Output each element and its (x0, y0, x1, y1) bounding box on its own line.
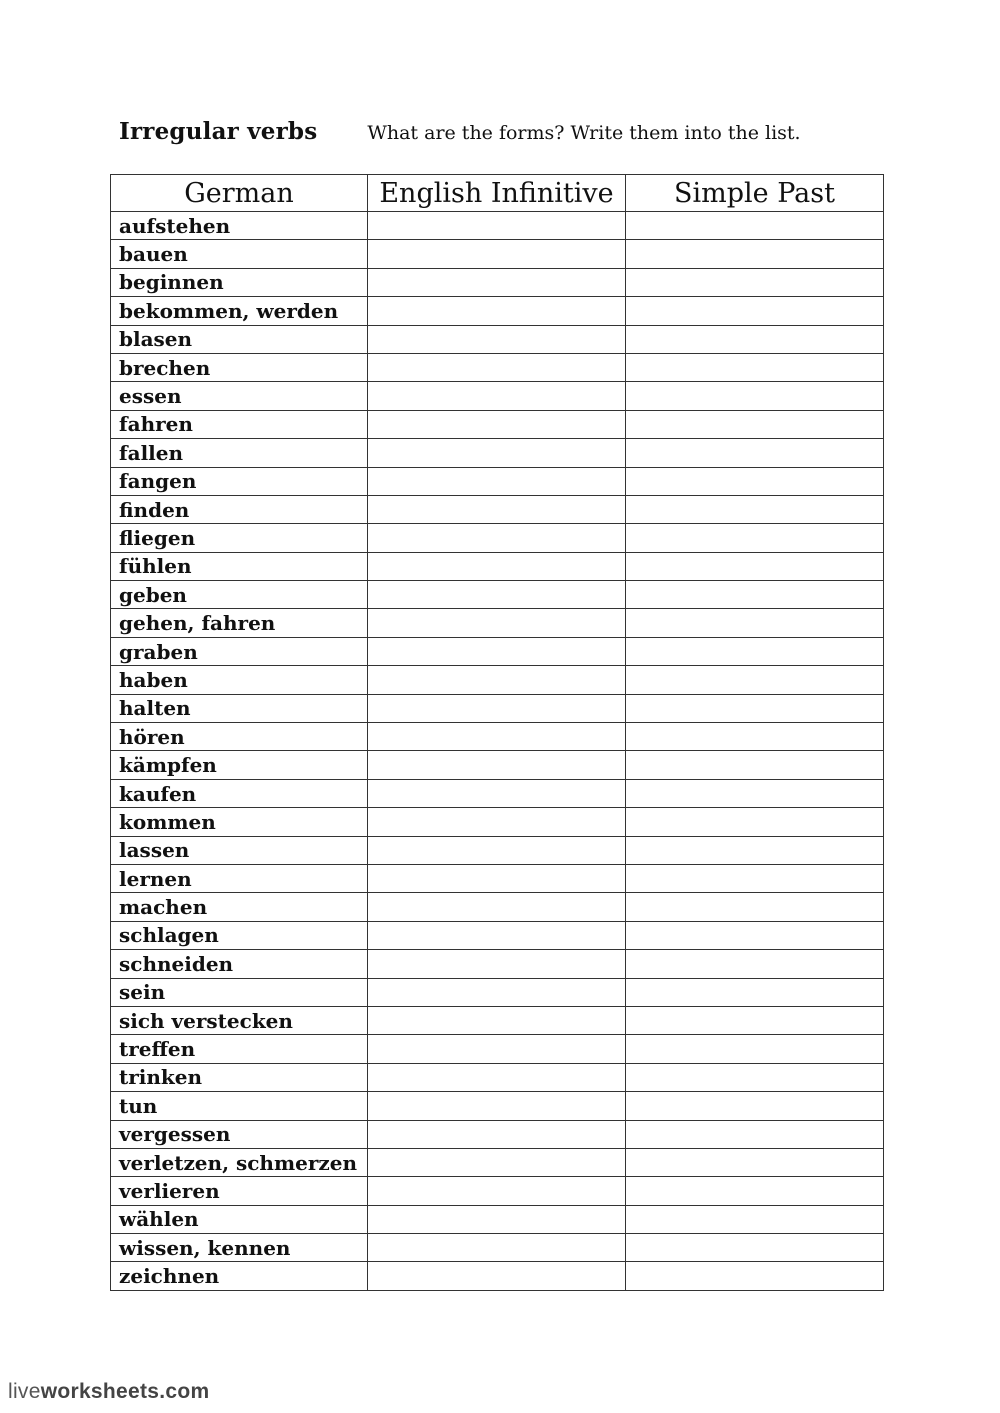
english-infinitive-input-cell[interactable] (368, 808, 626, 836)
english-infinitive-input-cell[interactable] (368, 978, 626, 1006)
german-verb-cell: schneiden (111, 950, 368, 978)
column-header-english-infinitive: English Infinitive (368, 175, 626, 212)
table-row (111, 1063, 884, 1091)
english-infinitive-input-cell[interactable] (368, 212, 626, 240)
english-infinitive-input-cell[interactable] (368, 552, 626, 580)
german-verb-cell: hören (111, 723, 368, 751)
english-infinitive-input-cell[interactable] (368, 353, 626, 381)
german-verb-cell: zeichnen (111, 1262, 368, 1290)
english-infinitive-input-cell[interactable] (368, 1148, 626, 1176)
worksheet-heading (119, 118, 801, 145)
german-verb-cell: machen (111, 893, 368, 921)
english-infinitive-input-cell[interactable] (368, 1177, 626, 1205)
simple-past-input-cell[interactable] (626, 1092, 884, 1120)
english-infinitive-input-cell[interactable] (368, 439, 626, 467)
german-verb-cell: kaufen (111, 779, 368, 807)
table-row (111, 212, 884, 240)
english-infinitive-input-cell[interactable] (368, 524, 626, 552)
simple-past-input-cell[interactable] (626, 325, 884, 353)
table-row (111, 836, 884, 864)
worksheet-instructions: What are the forms? Write them into the list. (367, 122, 801, 144)
table-row (111, 268, 884, 296)
german-verb-cell: gehen, fahren (111, 609, 368, 637)
simple-past-input-cell[interactable] (626, 694, 884, 722)
german-verb-cell: verlieren (111, 1177, 368, 1205)
english-infinitive-input-cell[interactable] (368, 836, 626, 864)
german-verb-cell: halten (111, 694, 368, 722)
english-infinitive-input-cell[interactable] (368, 723, 626, 751)
english-infinitive-input-cell[interactable] (368, 325, 626, 353)
german-verb-cell: sein (111, 978, 368, 1006)
german-verb-cell: verletzen, schmerzen (111, 1148, 368, 1176)
verbs-table-body (111, 212, 884, 1291)
simple-past-input-cell[interactable] (626, 637, 884, 665)
german-verb-cell: haben (111, 666, 368, 694)
table-row (111, 1262, 884, 1290)
english-infinitive-input-cell[interactable] (368, 240, 626, 268)
simple-past-input-cell[interactable] (626, 439, 884, 467)
worksheet-title: Irregular verbs (119, 118, 318, 145)
simple-past-input-cell[interactable] (626, 1006, 884, 1034)
simple-past-input-cell[interactable] (626, 723, 884, 751)
german-verb-cell: wählen (111, 1205, 368, 1233)
english-infinitive-input-cell[interactable] (368, 1063, 626, 1091)
german-verb-cell: trinken (111, 1063, 368, 1091)
logo-text-worksheets: worksheets.com (40, 1380, 210, 1403)
german-verb-cell: lassen (111, 836, 368, 864)
english-infinitive-input-cell[interactable] (368, 893, 626, 921)
table-header-row (111, 175, 884, 212)
simple-past-input-cell[interactable] (626, 268, 884, 296)
german-verb-cell: bekommen, werden (111, 297, 368, 325)
german-verb-cell: kommen (111, 808, 368, 836)
table-row (111, 240, 884, 268)
liveworksheets-logo (8, 1380, 209, 1404)
german-verb-cell: fahren (111, 410, 368, 438)
german-verb-cell: bauen (111, 240, 368, 268)
simple-past-input-cell[interactable] (626, 1148, 884, 1176)
table-row (111, 467, 884, 495)
simple-past-input-cell[interactable] (626, 410, 884, 438)
simple-past-input-cell[interactable] (626, 666, 884, 694)
simple-past-input-cell[interactable] (626, 978, 884, 1006)
english-infinitive-input-cell[interactable] (368, 1234, 626, 1262)
table-row (111, 921, 884, 949)
simple-past-input-cell[interactable] (626, 808, 884, 836)
german-verb-cell: brechen (111, 353, 368, 381)
simple-past-input-cell[interactable] (626, 893, 884, 921)
simple-past-input-cell[interactable] (626, 552, 884, 580)
simple-past-input-cell[interactable] (626, 353, 884, 381)
table-row (111, 1006, 884, 1034)
german-verb-cell: graben (111, 637, 368, 665)
simple-past-input-cell[interactable] (626, 467, 884, 495)
simple-past-input-cell[interactable] (626, 212, 884, 240)
simple-past-input-cell[interactable] (626, 495, 884, 523)
table-row (111, 808, 884, 836)
simple-past-input-cell[interactable] (626, 581, 884, 609)
german-verb-cell: fliegen (111, 524, 368, 552)
english-infinitive-input-cell[interactable] (368, 1006, 626, 1034)
english-infinitive-input-cell[interactable] (368, 609, 626, 637)
table-row (111, 1035, 884, 1063)
english-infinitive-input-cell[interactable] (368, 1120, 626, 1148)
english-infinitive-input-cell[interactable] (368, 864, 626, 892)
english-infinitive-input-cell[interactable] (368, 1092, 626, 1120)
english-infinitive-input-cell[interactable] (368, 1035, 626, 1063)
german-verb-cell: fühlen (111, 552, 368, 580)
table-row (111, 552, 884, 580)
table-row (111, 1148, 884, 1176)
english-infinitive-input-cell[interactable] (368, 495, 626, 523)
table-row (111, 779, 884, 807)
simple-past-input-cell[interactable] (626, 1063, 884, 1091)
table-row (111, 1120, 884, 1148)
table-row (111, 325, 884, 353)
english-infinitive-input-cell[interactable] (368, 666, 626, 694)
german-verb-cell: kämpfen (111, 751, 368, 779)
english-infinitive-input-cell[interactable] (368, 382, 626, 410)
table-row (111, 524, 884, 552)
simple-past-input-cell[interactable] (626, 1177, 884, 1205)
german-verb-cell: vergessen (111, 1120, 368, 1148)
table-row (111, 353, 884, 381)
simple-past-input-cell[interactable] (626, 297, 884, 325)
table-row (111, 382, 884, 410)
table-row (111, 893, 884, 921)
simple-past-input-cell[interactable] (626, 1120, 884, 1148)
table-row (111, 694, 884, 722)
german-verb-cell: treffen (111, 1035, 368, 1063)
table-row (111, 1234, 884, 1262)
simple-past-input-cell[interactable] (626, 779, 884, 807)
simple-past-input-cell[interactable] (626, 1262, 884, 1290)
english-infinitive-input-cell[interactable] (368, 637, 626, 665)
verbs-table (110, 174, 884, 1291)
german-verb-cell: finden (111, 495, 368, 523)
table-row (111, 1205, 884, 1233)
logo-text-live: live (8, 1380, 41, 1403)
table-row (111, 410, 884, 438)
simple-past-input-cell[interactable] (626, 240, 884, 268)
english-infinitive-input-cell[interactable] (368, 1205, 626, 1233)
german-verb-cell: schlagen (111, 921, 368, 949)
simple-past-input-cell[interactable] (626, 864, 884, 892)
german-verb-cell: fallen (111, 439, 368, 467)
simple-past-input-cell[interactable] (626, 921, 884, 949)
german-verb-cell: fangen (111, 467, 368, 495)
simple-past-input-cell[interactable] (626, 950, 884, 978)
english-infinitive-input-cell[interactable] (368, 297, 626, 325)
simple-past-input-cell[interactable] (626, 836, 884, 864)
english-infinitive-input-cell[interactable] (368, 751, 626, 779)
simple-past-input-cell[interactable] (626, 1035, 884, 1063)
english-infinitive-input-cell[interactable] (368, 268, 626, 296)
german-verb-cell: essen (111, 382, 368, 410)
simple-past-input-cell[interactable] (626, 1234, 884, 1262)
table-row (111, 637, 884, 665)
german-verb-cell: sich verstecken (111, 1006, 368, 1034)
english-infinitive-input-cell[interactable] (368, 1262, 626, 1290)
column-header-german: German (111, 175, 368, 212)
english-infinitive-input-cell[interactable] (368, 950, 626, 978)
table-row (111, 581, 884, 609)
english-infinitive-input-cell[interactable] (368, 410, 626, 438)
english-infinitive-input-cell[interactable] (368, 581, 626, 609)
german-verb-cell: geben (111, 581, 368, 609)
simple-past-input-cell[interactable] (626, 751, 884, 779)
german-verb-cell: blasen (111, 325, 368, 353)
table-row (111, 297, 884, 325)
column-header-simple-past: Simple Past (626, 175, 884, 212)
english-infinitive-input-cell[interactable] (368, 467, 626, 495)
simple-past-input-cell[interactable] (626, 382, 884, 410)
table-row (111, 751, 884, 779)
english-infinitive-input-cell[interactable] (368, 779, 626, 807)
table-row (111, 439, 884, 467)
table-row (111, 864, 884, 892)
table-row (111, 1177, 884, 1205)
english-infinitive-input-cell[interactable] (368, 694, 626, 722)
simple-past-input-cell[interactable] (626, 524, 884, 552)
german-verb-cell: lernen (111, 864, 368, 892)
german-verb-cell: beginnen (111, 268, 368, 296)
table-row (111, 495, 884, 523)
table-row (111, 1092, 884, 1120)
table-row (111, 978, 884, 1006)
table-row (111, 609, 884, 637)
german-verb-cell: tun (111, 1092, 368, 1120)
table-row (111, 723, 884, 751)
simple-past-input-cell[interactable] (626, 609, 884, 637)
table-row (111, 950, 884, 978)
table-row (111, 666, 884, 694)
german-verb-cell: aufstehen (111, 212, 368, 240)
german-verb-cell: wissen, kennen (111, 1234, 368, 1262)
english-infinitive-input-cell[interactable] (368, 921, 626, 949)
simple-past-input-cell[interactable] (626, 1205, 884, 1233)
